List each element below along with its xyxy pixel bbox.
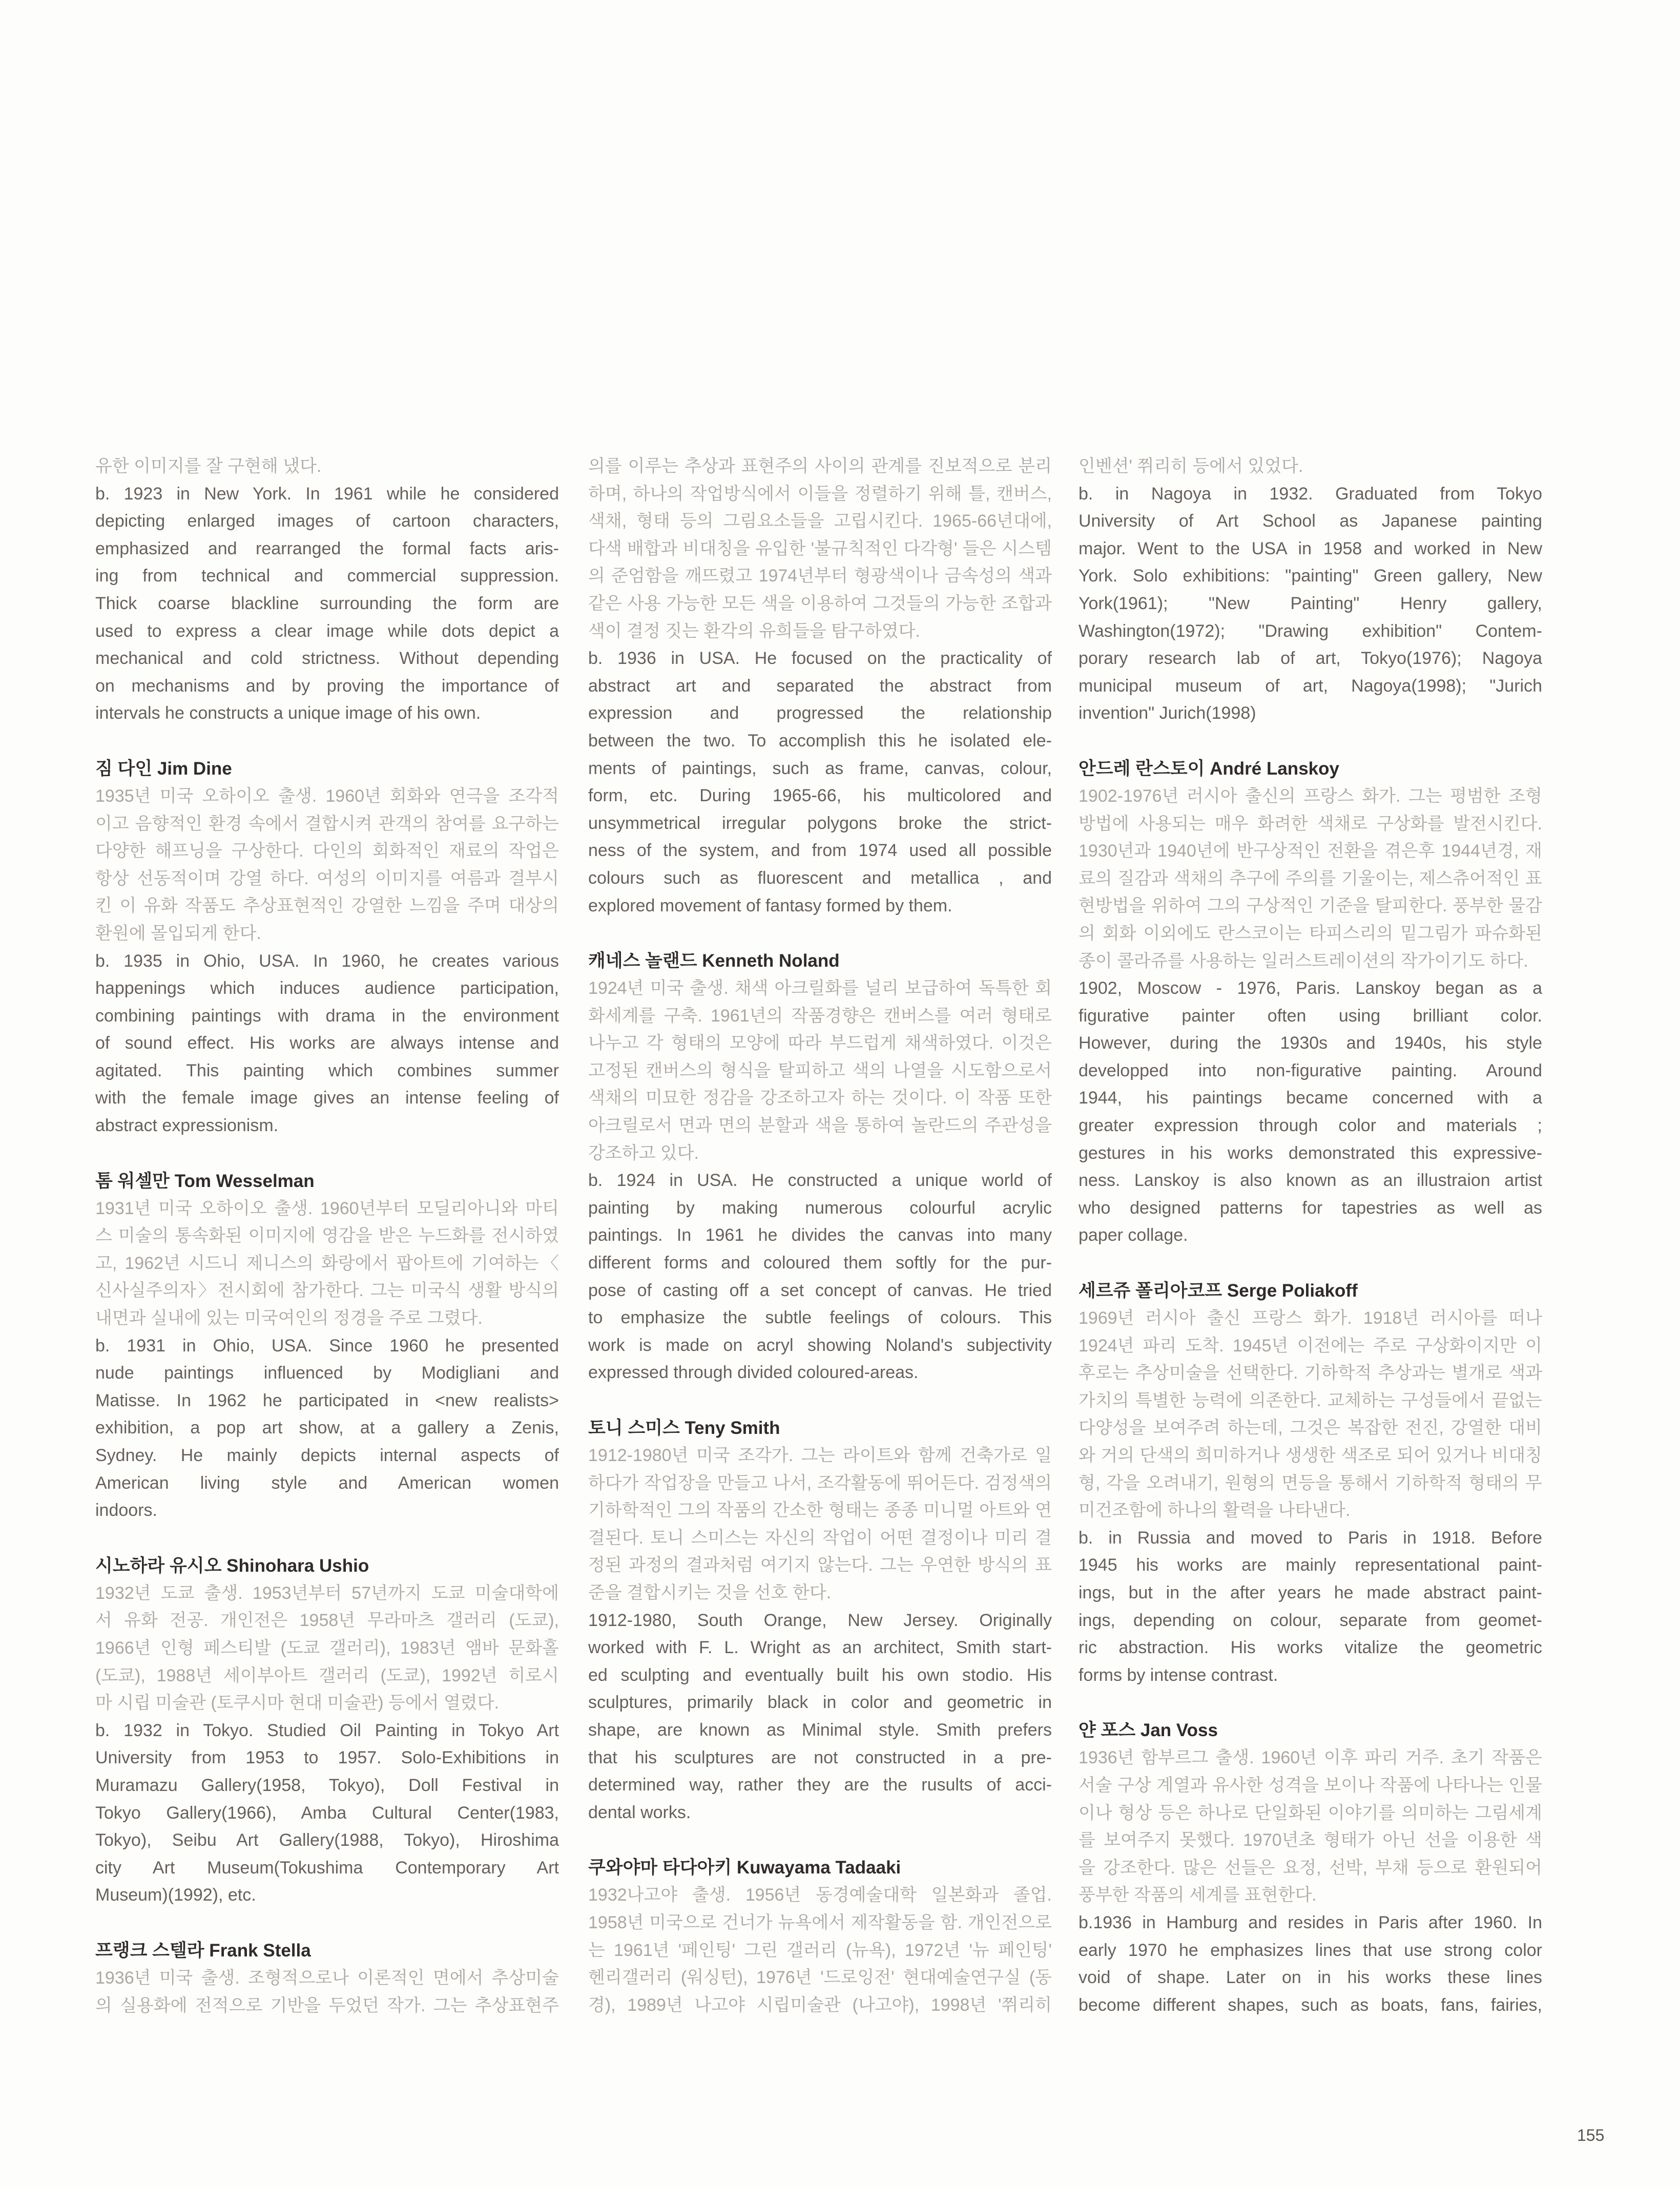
korean-text-line: (도쿄), 1988년 세이부아트 갤러리 (도쿄), 1992년 히로시 bbox=[95, 1665, 559, 1685]
korean-text-line: 료의 질감과 색채의 추구에 주의를 기울이는, 제스츄어적인 표 bbox=[1078, 868, 1542, 888]
english-text-line: that his sculptures are not constructed in a pre- bbox=[588, 1747, 1052, 1767]
english-text-line: ness of the system, and from 1974 used all possible bbox=[588, 841, 1052, 861]
korean-text-line: 색채, 형태 등의 그림요소들을 고립시킨다. 1965-66년대에, bbox=[588, 511, 1052, 531]
english-text-line: determined way, rather they are the rusults of acci- bbox=[588, 1775, 1052, 1795]
korean-text-line: 환원에 몰입되게 한다. bbox=[95, 923, 261, 943]
english-text-line: intervals he constructs a unique image of his own. bbox=[95, 703, 481, 723]
korean-text-line: 하며, 하나의 작업방식에서 이들을 정렬하기 위해 틀, 캔버스, bbox=[588, 484, 1052, 504]
english-text-line: with the female image gives an intense feeling of bbox=[95, 1088, 559, 1108]
korean-text-line: 를 보여주지 못했다. 1970년초 형태가 아닌 선을 이용한 색 bbox=[1078, 1830, 1542, 1850]
english-text-line: 1944, his paintings became concerned with a bbox=[1078, 1088, 1542, 1108]
korean-text-line: 같은 사용 가능한 모든 색을 이용하여 그것들의 가능한 조합과 bbox=[588, 593, 1052, 613]
english-text-line: become different shapes, such as boats, fans, fairies, bbox=[1078, 1995, 1542, 2015]
english-text-line: b. 1931 in Ohio, USA. Since 1960 he presented bbox=[95, 1336, 559, 1356]
english-text-line: between the two. To accomplish this he isolated ele- bbox=[588, 731, 1052, 751]
english-text-line: happenings which induces audience participation, bbox=[95, 978, 559, 998]
english-text-line: 1902, Moscow - 1976, Paris. Lanskoy began as a bbox=[1078, 978, 1542, 998]
korean-text-line: 1935년 미국 오하이오 출생. 1960년 회화와 연극을 조각적 bbox=[95, 786, 559, 806]
artist-name-heading: 캐네스 놀랜드 Kenneth Noland bbox=[588, 951, 840, 971]
english-text-line: ing from technical and commercial suppression. bbox=[95, 566, 559, 586]
korean-text-line: 화세계를 구축. 1961년의 작품경향은 캔버스를 여러 형태로 bbox=[588, 1006, 1052, 1026]
korean-text-line: 고정된 캔버스의 형식을 탈피하고 색의 나열을 시도함으로서 bbox=[588, 1060, 1052, 1080]
english-text-line: exhibition, a pop art show, at a gallery a Zenis, bbox=[95, 1418, 559, 1438]
english-text-line: b. 1932 in Tokyo. Studied Oil Painting in Tokyo Art bbox=[95, 1720, 559, 1740]
english-text-line: ed sculpting and eventually built his own stodio. His bbox=[588, 1665, 1052, 1685]
korean-text-line: 후로는 추상미술을 선택한다. 기하학적 추상과는 별개로 색과 bbox=[1078, 1363, 1542, 1383]
english-text-line: unsymmetrical irregular polygons broke the strict- bbox=[588, 813, 1052, 833]
english-text-line: greater expression through color and materials ; bbox=[1078, 1116, 1542, 1136]
english-text-line: American living style and American women bbox=[95, 1473, 559, 1493]
artist-entry bbox=[95, 1937, 559, 2019]
korean-text-line: 을 강조한다. 많은 선들은 요정, 선박, 부채 등으로 환원되어 bbox=[1078, 1858, 1542, 1878]
english-text-line: b. 1936 in USA. He focused on the practicality of bbox=[588, 649, 1052, 669]
english-text-line: University from 1953 to 1957. Solo-Exhibitions in bbox=[95, 1748, 559, 1768]
english-text-line: ric abstraction. His works vitalize the geometric bbox=[1078, 1638, 1542, 1658]
korean-text-line: 킨 이 유화 작품도 추상표현적인 강열한 느낌을 주며 대상의 bbox=[95, 896, 559, 916]
english-text-line: b. 1924 in USA. He constructed a unique world of bbox=[588, 1171, 1052, 1191]
korean-text-line: 이나 형상 등은 하나로 단일화된 이야기를 의미하는 그림세계 bbox=[1078, 1803, 1542, 1823]
english-text-line: ness. Lanskoy is also known as an illustraion artist bbox=[1078, 1171, 1542, 1191]
english-text-line: gestures in his works demonstrated this expressive- bbox=[1078, 1143, 1542, 1163]
korean-text-line: 항상 선동적이며 강열 하다. 여성의 이미지를 여름과 결부시 bbox=[95, 868, 559, 888]
artist-name-heading: 세르쥬 폴리아코프 Serge Poliakoff bbox=[1078, 1281, 1358, 1301]
artist-entry bbox=[1078, 1717, 1542, 2019]
korean-text-line: 1932년 도쿄 출생. 1953년부터 57년까지 도쿄 미술대학에 bbox=[95, 1583, 559, 1603]
korean-text-line: 는 1961년 '페인팅' 그린 갤러리 (뉴욕), 1972년 '뉴 페인팅' bbox=[588, 1940, 1052, 1960]
text-column-right bbox=[1078, 453, 1542, 2047]
english-text-line: paper collage. bbox=[1078, 1225, 1188, 1245]
korean-text-line: 서 유화 전공. 개인전은 1958년 무라마츠 갤러리 (도쿄), bbox=[95, 1611, 559, 1631]
artist-entry bbox=[588, 947, 1052, 1387]
english-text-line: b. in Nagoya in 1932. Graduated from Tokyo bbox=[1078, 484, 1542, 504]
korean-text-line: 유한 이미지를 잘 구현해 냈다. bbox=[95, 456, 322, 476]
english-text-line: However, during the 1930s and 1940s, his style bbox=[1078, 1033, 1542, 1053]
english-text-line: of sound effect. His works are always intense and bbox=[95, 1033, 559, 1053]
korean-text-line: 의 실용화에 전적으로 기반을 두었던 작가. 그는 추상표현주 bbox=[95, 1995, 559, 2015]
english-text-line: form, etc. During 1965-66, his multicolored and bbox=[588, 786, 1052, 806]
english-text-line: major. Went to the USA in 1958 and worked in New bbox=[1078, 538, 1542, 558]
artist-name-heading: 짐 다인 Jim Dine bbox=[95, 758, 232, 779]
english-text-line: early 1970 he emphasizes lines that use strong color bbox=[1078, 1940, 1542, 1960]
korean-text-line: 인벤션' 쮜리히 등에서 있었다. bbox=[1078, 456, 1303, 476]
artist-entry bbox=[588, 453, 1052, 920]
english-text-line: Tokyo Gallery(1966), Amba Cultural Center(1983, bbox=[95, 1803, 559, 1823]
english-text-line: 1945 his works are mainly representational paint- bbox=[1078, 1555, 1542, 1575]
english-text-line: agitated. This painting which combines summer bbox=[95, 1060, 559, 1080]
artist-entry bbox=[1078, 453, 1542, 727]
english-text-line: Museum)(1992), etc. bbox=[95, 1885, 256, 1905]
english-text-line: who designed patterns for tapestries as well as bbox=[1078, 1198, 1542, 1218]
artist-name-heading: 토니 스미스 Teny Smith bbox=[588, 1418, 780, 1438]
korean-text-line: 1966년 인형 페스티발 (도쿄 갤러리), 1983년 앰바 문화홀 bbox=[95, 1638, 559, 1658]
english-text-line: worked with F. L. Wright as an architect, Smith start- bbox=[588, 1638, 1052, 1658]
english-text-line: Muramazu Gallery(1958, Tokyo), Doll Festival in bbox=[95, 1775, 559, 1795]
english-text-line: colours such as fluorescent and metallica , and bbox=[588, 868, 1052, 888]
korean-text-line: 현방법을 위하여 그의 구상적인 기준을 탈피한다. 풍부한 물감 bbox=[1078, 896, 1542, 916]
korean-text-line: 종이 콜라쥬를 사용하는 일러스트레이션의 작가이기도 하다. bbox=[1078, 951, 1528, 971]
english-text-line: expressed through divided coloured-areas. bbox=[588, 1363, 919, 1383]
english-text-line: combining paintings with drama in the environment bbox=[95, 1006, 559, 1026]
text-column-middle bbox=[588, 453, 1052, 2019]
korean-text-line: 가치의 특별한 능력에 의존한다. 교체하는 구성들에서 끝없는 bbox=[1078, 1390, 1542, 1410]
korean-text-line: 1936년 함부르그 출생. 1960년 이후 파리 거주. 초기 작품은 bbox=[1078, 1748, 1542, 1768]
korean-text-line: 1931년 미국 오하이오 출생. 1960년부터 모딜리아니와 마티 bbox=[95, 1198, 559, 1218]
artist-name-heading: 프랭크 스텔라 Frank Stella bbox=[95, 1940, 311, 1961]
english-text-line: shape, are known as Minimal style. Smith prefers bbox=[588, 1720, 1052, 1740]
english-text-line: work is made on acryl showing Noland's subjectivity bbox=[588, 1335, 1052, 1355]
korean-text-line: 경), 1989년 나고야 시립미술관 (나고야), 1998년 '쮜리히 bbox=[588, 1995, 1052, 2015]
english-text-line: b. 1935 in Ohio, USA. In 1960, he creates various bbox=[95, 951, 559, 971]
korean-text-line: 스 미술의 통속화된 이미지에 영감을 받은 누드화를 전시하였 bbox=[95, 1226, 559, 1246]
english-text-line: abstract expressionism. bbox=[95, 1116, 279, 1136]
english-text-line: paintings. In 1961 he divides the canvas into many bbox=[588, 1225, 1052, 1245]
english-text-line: b.1936 in Hamburg and resides in Paris after 1960. In bbox=[1078, 1912, 1542, 1932]
korean-text-line: 다색 배합과 비대칭을 유입한 '불규칙적인 다각형' 들은 시스템 bbox=[588, 538, 1052, 558]
english-text-line: nude paintings influenced by Modigliani and bbox=[95, 1363, 559, 1383]
artist-entry bbox=[1078, 755, 1542, 1249]
korean-text-line: 미건조함에 하나의 활력을 나타낸다. bbox=[1078, 1501, 1351, 1520]
korean-text-line: 정된 과정의 결과처럼 여기지 않는다. 그는 우연한 방식의 표 bbox=[588, 1555, 1052, 1575]
korean-text-line: 내면과 실내에 있는 미국여인의 정경을 주로 그렸다. bbox=[95, 1308, 483, 1328]
english-text-line: used to express a clear image while dots depict a bbox=[95, 621, 559, 641]
artist-entry bbox=[1078, 1277, 1542, 1689]
english-text-line: on mechanisms and by proving the importance of bbox=[95, 676, 559, 696]
english-text-line: Washington(1972); "Drawing exhibition" Contem- bbox=[1078, 621, 1542, 641]
korean-text-line: 결된다. 토니 스미스는 자신의 작업이 어떤 결정이나 미리 결 bbox=[588, 1528, 1052, 1548]
artist-name-heading: 톰 워셀만 Tom Wesselman bbox=[95, 1171, 315, 1191]
english-text-line: sculptures, primarily black in color and geometric in bbox=[588, 1693, 1052, 1713]
korean-text-line: 신사실주의자〉전시회에 참가한다. 그는 미국식 생활 방식의 bbox=[95, 1281, 559, 1301]
korean-text-line: 의를 이루는 추상과 표현주의 사이의 관계를 진보적으로 분리 bbox=[588, 456, 1052, 476]
korean-text-line: 형, 각을 오려내기, 원형의 면등을 통해서 기하학적 형태의 무 bbox=[1078, 1473, 1542, 1493]
english-text-line: explored movement of fantasy formed by them. bbox=[588, 895, 952, 915]
english-text-line: b. 1923 in New York. In 1961 while he considered bbox=[95, 484, 559, 504]
english-text-line: 1912-1980, South Orange, New Jersey. Originally bbox=[588, 1610, 1052, 1630]
korean-text-line: 서술 구상 계열과 유사한 성격을 보이나 작품에 나타나는 인물 bbox=[1078, 1775, 1542, 1795]
english-text-line: York(1961); "New Painting" Henry gallery, bbox=[1078, 593, 1542, 613]
english-text-line: ings, but in the after years he made abstract paint- bbox=[1078, 1582, 1542, 1602]
english-text-line: Thick coarse blackline surrounding the form are bbox=[95, 593, 559, 613]
korean-text-line: 방법에 사용되는 매우 화려한 색채로 구상화를 발전시킨다. bbox=[1078, 814, 1542, 833]
english-text-line: municipal museum of art, Nagoya(1998); "Jurich bbox=[1078, 676, 1542, 696]
korean-text-line: 1969년 러시아 출신 프랑스 화가. 1918년 러시아를 떠나 bbox=[1078, 1308, 1542, 1328]
korean-text-line: 1924년 파리 도착. 1945년 이전에는 주로 구상화이지만 이 bbox=[1078, 1336, 1542, 1356]
artist-entry bbox=[588, 1414, 1052, 1826]
korean-text-line: 색채의 미묘한 정감을 강조하고자 하는 것이다. 이 작품 또한 bbox=[588, 1088, 1052, 1108]
artist-entry bbox=[588, 1854, 1052, 2019]
korean-text-line: 준을 결합시키는 것을 선호 한다. bbox=[588, 1582, 832, 1602]
english-text-line: indoors. bbox=[95, 1501, 157, 1520]
korean-text-line: 하다가 작업장을 만들고 나서, 조각활동에 뛰어든다. 검정색의 bbox=[588, 1473, 1052, 1493]
english-text-line: invention" Jurich(1998) bbox=[1078, 703, 1256, 723]
korean-text-line: 1912-1980년 미국 조각가. 그는 라이트와 함께 건축가로 일 bbox=[588, 1446, 1052, 1465]
artist-name-heading: 안드레 란스토이 André Lanskoy bbox=[1078, 758, 1339, 779]
korean-text-line: 다양성을 보여주려 하는데, 그것은 복잡한 전진, 강열한 대비 bbox=[1078, 1418, 1542, 1438]
english-text-line: different forms and coloured them softly for the pur- bbox=[588, 1253, 1052, 1273]
korean-text-line: 기하학적인 그의 작품의 간소한 형태는 종종 미니멀 아트와 연 bbox=[588, 1501, 1052, 1520]
english-text-line: ings, depending on colour, separate from geomet- bbox=[1078, 1610, 1542, 1630]
english-text-line: emphasized and rearranged the formal facts aris- bbox=[95, 538, 559, 558]
korean-text-line: 강조하고 있다. bbox=[588, 1143, 699, 1163]
artist-entry bbox=[95, 1552, 559, 1909]
artist-entry bbox=[95, 755, 559, 1140]
english-text-line: abstract art and separated the abstract from bbox=[588, 676, 1052, 696]
text-column-left bbox=[95, 453, 559, 2019]
english-text-line: void of shape. Later on in his works these lines bbox=[1078, 1968, 1542, 1988]
artist-name-heading: 쿠와야마 타다아키 Kuwayama Tadaaki bbox=[588, 1858, 901, 1878]
english-text-line: pose of casting off a set concept of canvas. He tried bbox=[588, 1280, 1052, 1300]
english-text-line: depicting enlarged images of cartoon characters, bbox=[95, 511, 559, 531]
korean-text-line: 1924년 미국 출생. 채색 아크릴화를 널리 보급하여 독특한 회 bbox=[588, 978, 1052, 998]
english-text-line: to emphasize the subtle feelings of colours. This bbox=[588, 1308, 1052, 1328]
english-text-line: developped into non-figurative painting. Around bbox=[1078, 1060, 1542, 1080]
korean-text-line: 마 시립 미술관 (토쿠시마 현대 미술관) 등에서 열렸다. bbox=[95, 1693, 499, 1713]
artist-entry bbox=[95, 1168, 559, 1525]
korean-text-line: 의 준엄함을 깨뜨렸고 1974년부터 형광색이나 금속성의 색과 bbox=[588, 566, 1052, 586]
english-text-line: York. Solo exhibitions: "painting" Green gallery, New bbox=[1078, 566, 1542, 586]
korean-text-line: 색이 결정 짓는 환각의 유희들을 탐구하였다. bbox=[588, 621, 920, 641]
english-text-line: expression and progressed the relationship bbox=[588, 703, 1052, 723]
korean-text-line: 의 회화 이외에도 란스코이는 타피스리의 밑그림가 파슈화된 bbox=[1078, 923, 1542, 943]
english-text-line: city Art Museum(Tokushima Contemporary Art bbox=[95, 1858, 559, 1878]
english-text-line: Sydney. He mainly depicts internal aspects of bbox=[95, 1446, 559, 1465]
korean-text-line: 1930년과 1940년에 반구상적인 전환을 겪은후 1944년경, 재 bbox=[1078, 841, 1542, 861]
english-text-line: b. in Russia and moved to Paris in 1918. Before bbox=[1078, 1528, 1542, 1548]
korean-text-line: 아크릴로서 면과 면의 분할과 색을 통하여 놀란드의 주관성을 bbox=[588, 1116, 1052, 1136]
english-text-line: ments of paintings, such as frame, canvas, colour, bbox=[588, 758, 1052, 778]
artist-name-heading: 시노하라 유시오 Shinohara Ushio bbox=[95, 1555, 369, 1576]
english-text-line: University of Art School as Japanese painting bbox=[1078, 511, 1542, 531]
english-text-line: Tokyo), Seibu Art Gallery(1988, Tokyo), Hiroshima bbox=[95, 1830, 559, 1850]
english-text-line: dental works. bbox=[588, 1802, 691, 1822]
korean-text-line: 다양한 해프닝을 구상한다. 다인의 회화적인 재료의 작업은 bbox=[95, 841, 559, 861]
english-text-line: figurative painter often using brilliant color. bbox=[1078, 1006, 1542, 1026]
page-number: 155 bbox=[1577, 2126, 1605, 2144]
korean-text-line: 와 거의 단색의 희미하거나 생생한 색조로 되어 있거나 비대칭 bbox=[1078, 1446, 1542, 1465]
english-text-line: mechanical and cold strictness. Without depending bbox=[95, 649, 559, 669]
korean-text-line: 1902-1976년 러시아 출신의 프랑스 화가. 그는 평범한 조형 bbox=[1078, 786, 1542, 806]
english-text-line: painting by making numerous colourful acrylic bbox=[588, 1198, 1052, 1218]
korean-text-line: 1932나고야 출생. 1956년 동경예술대학 일본화과 졸업. bbox=[588, 1885, 1052, 1905]
english-text-line: Matisse. In 1962 he participated in <new realists> bbox=[95, 1390, 559, 1410]
korean-text-line: 헨리갤러리 (워싱턴), 1976년 '드로잉전' 현대예술연구실 (동 bbox=[588, 1968, 1052, 1988]
english-text-line: forms by intense contrast. bbox=[1078, 1665, 1278, 1685]
korean-text-line: 풍부한 작품의 세계를 표현한다. bbox=[1078, 1885, 1317, 1905]
korean-text-line: 1958년 미국으로 건너가 뉴욕에서 제작활동을 함. 개인전으로 bbox=[588, 1912, 1052, 1932]
artist-name-heading: 얀 포스 Jan Voss bbox=[1078, 1720, 1218, 1741]
korean-text-line: 나누고 각 형태의 모양에 따라 부드럽게 채색하였다. 이것은 bbox=[588, 1033, 1052, 1053]
korean-text-line: 1936년 미국 출생. 조형적으로나 이론적인 면에서 추상미술 bbox=[95, 1968, 559, 1988]
korean-text-line: 고, 1962년 시드니 제니스의 화랑에서 팝아트에 기여하는〈 bbox=[95, 1253, 559, 1273]
english-text-line: porary research lab of art, Tokyo(1976); Nagoya bbox=[1078, 649, 1542, 669]
korean-text-line: 이고 음향적인 환경 속에서 결합시켜 관객의 참여를 요구하는 bbox=[95, 814, 559, 833]
artist-entry bbox=[95, 453, 559, 727]
